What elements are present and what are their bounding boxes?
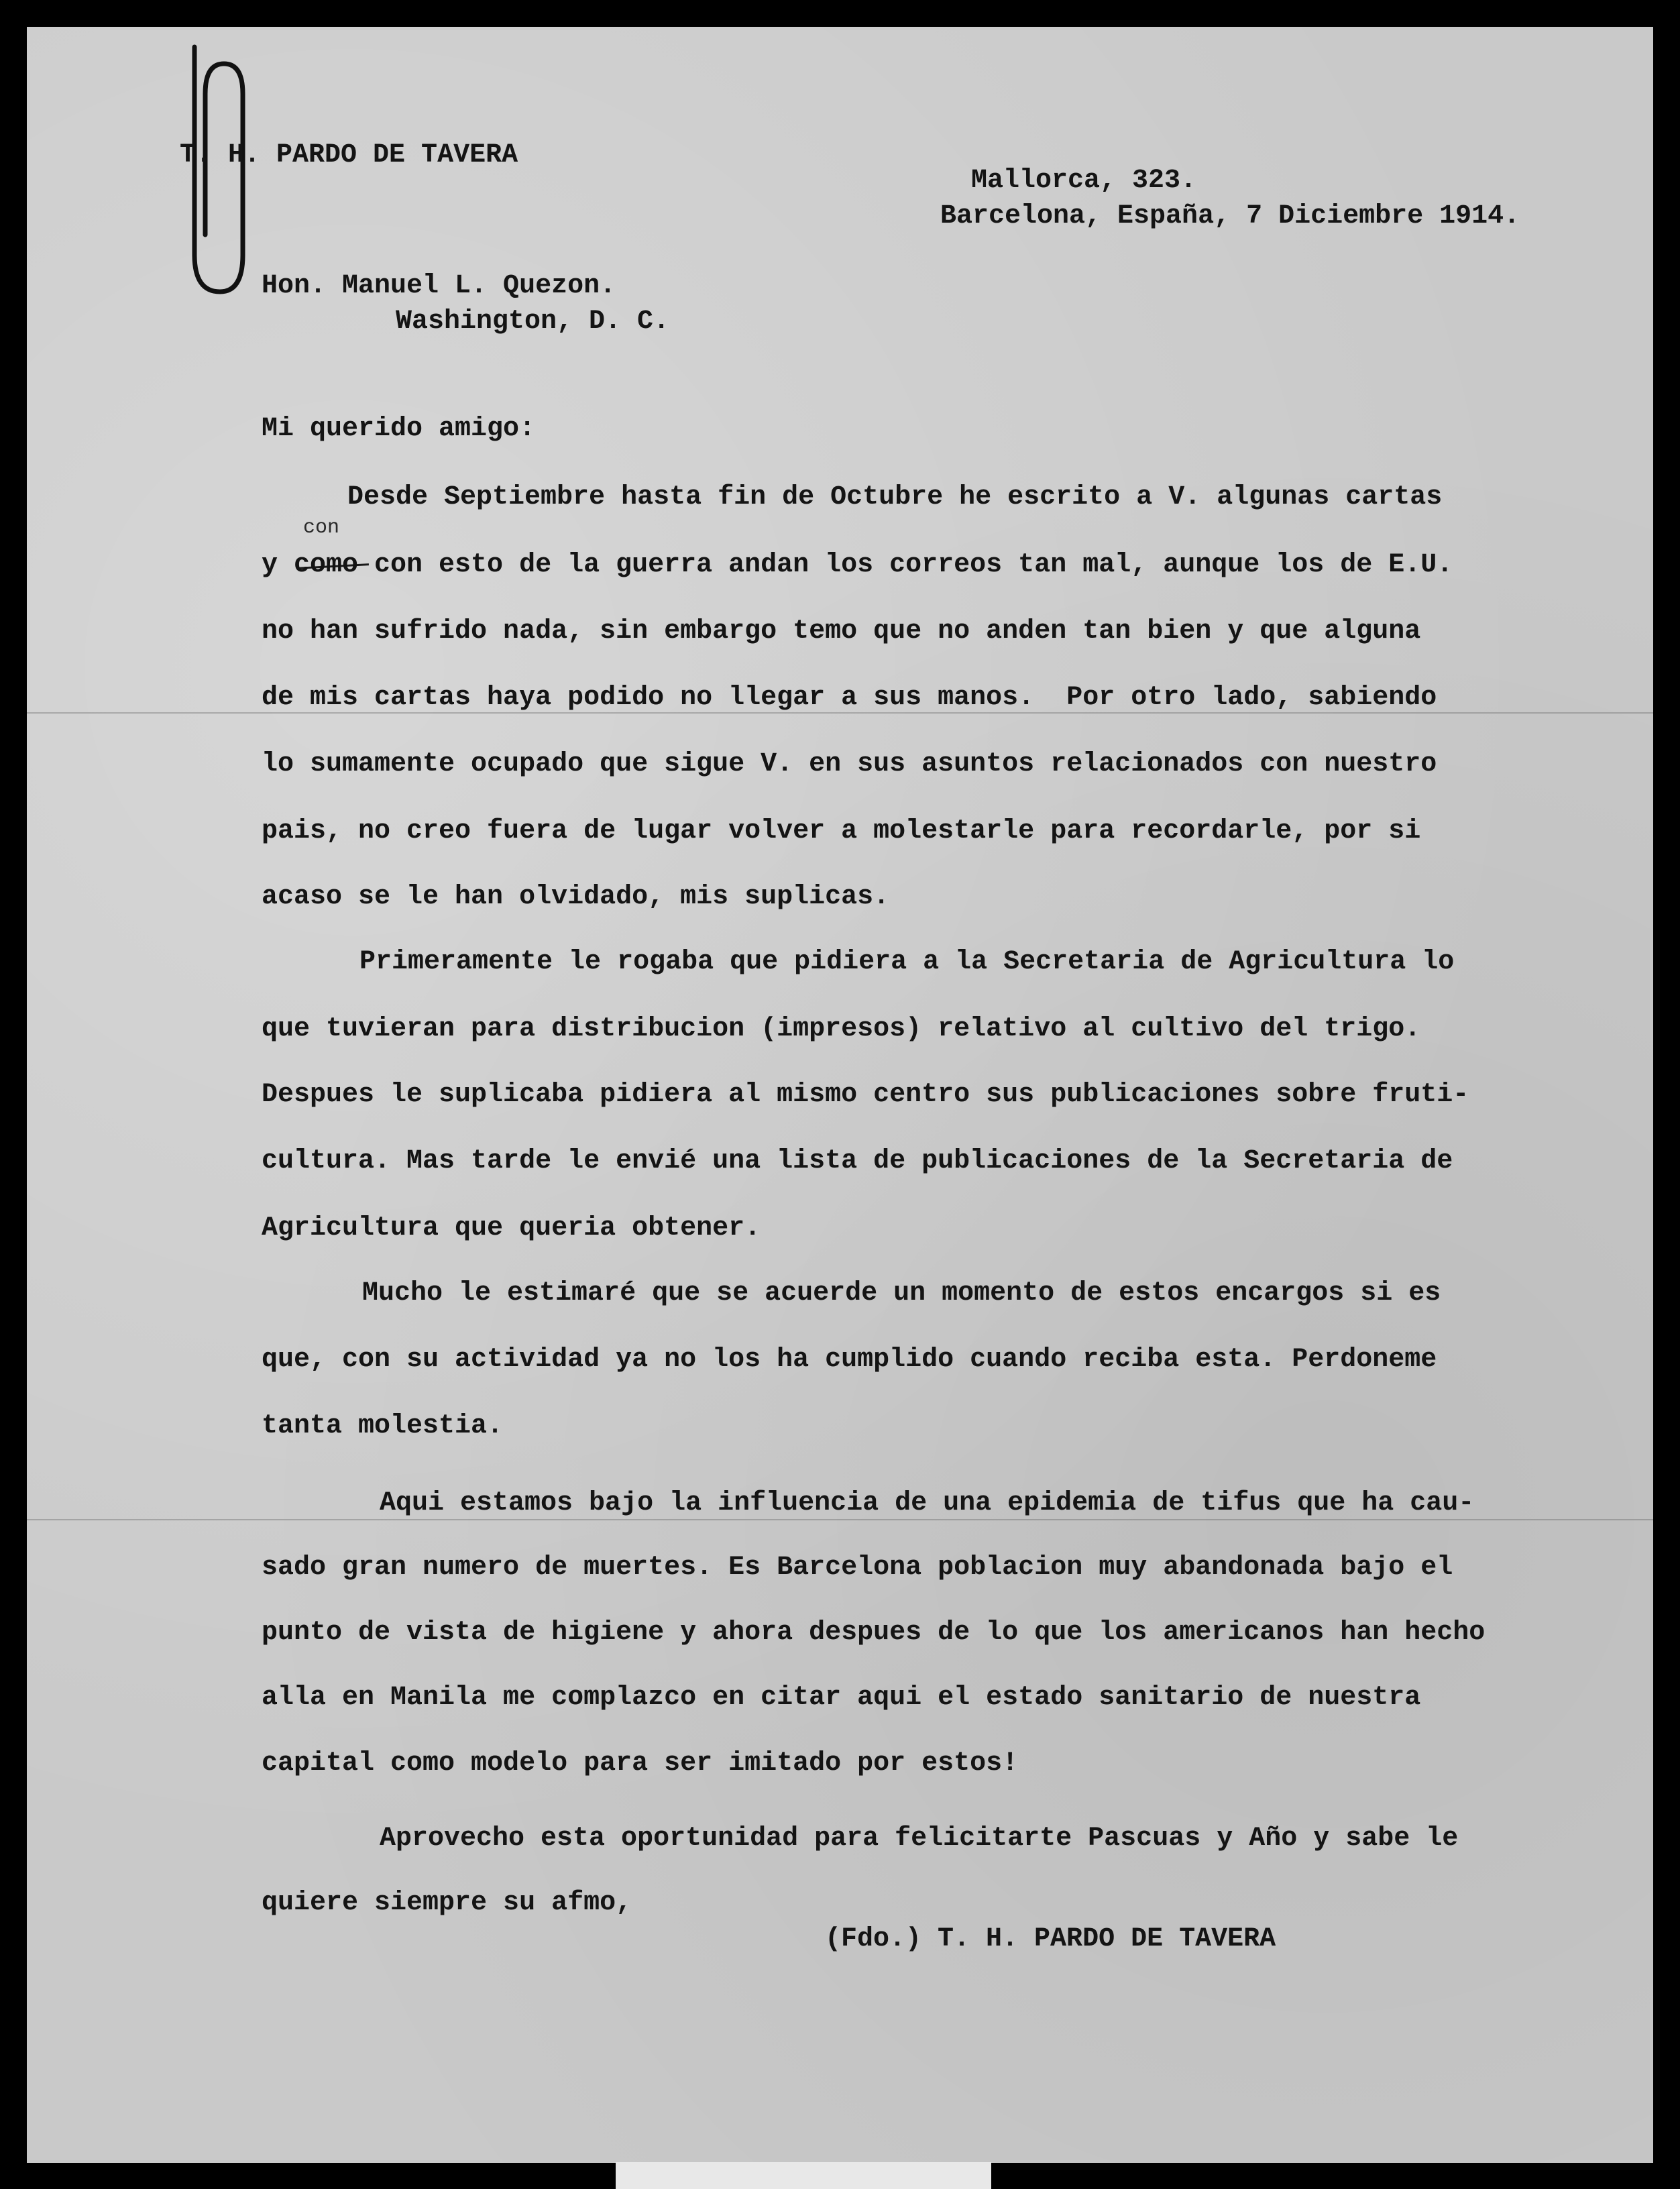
body-line: capital como modelo para ser imitado por estos! <box>262 1748 1019 1779</box>
archive-tape <box>616 2162 991 2189</box>
sender-city-date: Barcelona, España, 7 Diciembre 1914. <box>940 201 1520 231</box>
sender-street: Mallorca, 323. <box>971 166 1197 196</box>
body-line: punto de vista de higiene y ahora despues de lo que los americanos han hecho <box>262 1618 1486 1648</box>
body-line: Mucho le estimaré que se acuerde un momento de estos encargos si es <box>362 1278 1441 1308</box>
letter-page <box>27 27 1653 2163</box>
body-line: Agricultura que queria obtener. <box>262 1213 761 1243</box>
fold-line <box>27 1519 1653 1520</box>
body-line: lo sumamente ocupado que sigue V. en sus asuntos relacionados con nuestro <box>262 749 1437 779</box>
body-line: Aqui estamos bajo la influencia de una epidemia de tifus que ha cau- <box>380 1488 1475 1518</box>
closing-line: quiere siempre su afmo, <box>262 1888 632 1918</box>
body-line: y como con esto de la guerra andan los correos tan mal, aunque los de E.U. <box>262 550 1453 580</box>
body-line: Despues le suplicaba pidiera al mismo centro sus publicaciones sobre fruti- <box>262 1080 1469 1110</box>
body-line: pais, no creo fuera de lugar volver a molestarle para recordarle, por si <box>262 816 1421 846</box>
body-line: que tuvieran para distribucion (impresos) relativo al cultivo del trigo. <box>262 1014 1421 1044</box>
body-line: que, con su actividad ya no los ha cumplido cuando reciba esta. Perdoneme <box>262 1345 1437 1375</box>
body-line: Desde Septiembre hasta fin de Octubre he escrito a V. algunas cartas <box>347 482 1443 512</box>
body-line: sado gran numero de muertes. Es Barcelona poblacion muy abandonada bajo el <box>262 1553 1453 1583</box>
body-line: de mis cartas haya podido no llegar a sus manos. Por otro lado, sabiendo <box>262 683 1437 713</box>
handwritten-correction: con <box>303 516 340 539</box>
body-line: no han sufrido nada, sin embargo temo que no anden tan bien y que alguna <box>262 616 1421 647</box>
letterhead-name: T. H. PARDO DE TAVERA <box>180 140 518 170</box>
recipient-name: Hon. Manuel L. Quezon. <box>262 271 616 301</box>
salutation: Mi querido amigo: <box>262 414 536 444</box>
body-line: acaso se le han olvidado, mis suplicas. <box>262 882 890 912</box>
body-line: Primeramente le rogaba que pidiera a la Secretaria de Agricultura lo <box>359 947 1455 977</box>
recipient-location: Washington, D. C. <box>396 306 670 337</box>
body-line: tanta molestia. <box>262 1411 504 1441</box>
body-line: Aprovecho esta oportunidad para felicitarte Pascuas y Año y sabe le <box>380 1823 1459 1854</box>
signature: (Fdo.) T. H. PARDO DE TAVERA <box>825 1924 1276 1954</box>
body-line: alla en Manila me complazco en citar aqui el estado sanitario de nuestra <box>262 1683 1421 1713</box>
body-line: cultura. Mas tarde le envié una lista de publicaciones de la Secretaria de <box>262 1146 1453 1176</box>
